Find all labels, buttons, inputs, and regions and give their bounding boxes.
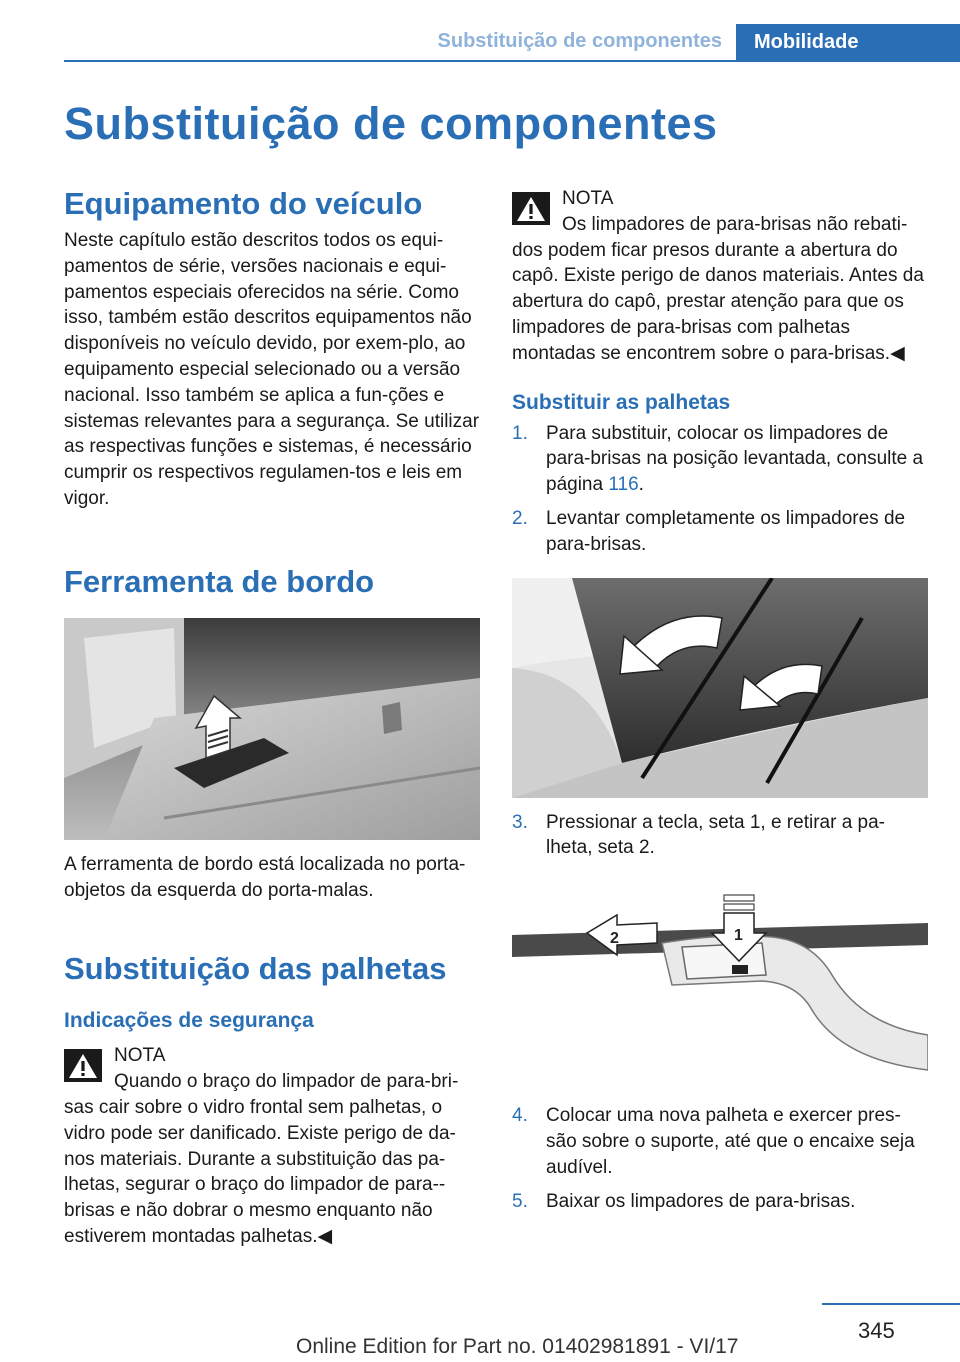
hood-notice — [512, 186, 930, 238]
step-text: Baixar os limpadores de para-brisas. — [546, 1190, 856, 1212]
safety-heading: Indicações de segurança — [64, 1009, 314, 1033]
steps-list-a — [512, 421, 930, 558]
trunk-compartment-illustration — [64, 618, 480, 840]
footer-rule — [822, 1303, 960, 1305]
wiper-raised-figure — [512, 578, 928, 798]
windshield-illustration — [512, 578, 928, 798]
steps-list-b — [512, 810, 930, 862]
onboard-tools-figure — [64, 618, 480, 840]
arrow-label-2: 2 — [610, 930, 619, 948]
header-section-title: Substituição de componentes — [437, 30, 722, 52]
notice-title: NOTA — [114, 1045, 166, 1067]
warning-icon — [512, 192, 550, 225]
step-number: 2. — [512, 507, 528, 529]
notice-body: sas cair sobre o vidro frontal sem palhetas, o vidro pode ser danificado. Existe perigo de da‐nos materiais. Durante a substituição das pa‐lhetas, segurar o braço do limpador de para-‐brisas e não dobrar o mesmo enquanto não estiverem montadas palhetas.◀ — [64, 1096, 456, 1247]
step-number: 4. — [512, 1105, 528, 1127]
step-number: 3. — [512, 811, 528, 833]
safety-notice — [64, 1043, 484, 1095]
header-chapter-tab[interactable]: Mobilidade — [736, 24, 960, 62]
page-title: Substituição de componentes — [64, 98, 718, 149]
warning-icon — [64, 1049, 102, 1082]
blade-release-figure — [512, 885, 928, 1085]
onboard-tools-caption: A ferramenta de bordo está localizada no porta-objetos da esquerda do porta-malas. — [64, 853, 466, 901]
steps-list-c — [512, 1103, 930, 1214]
step-item — [512, 810, 930, 862]
equipment-heading: Equipamento do veículo — [64, 186, 423, 221]
equipment-text: Neste capítulo estão descritos todos os equi‐pamentos de série, versões nacionais e equi‐pamentos especiais oferecidos na série. Como isso, também estão descritos equipamentos não disponíveis no veículo devido, por exem‐plo, ao equipamento especial selecionado ou a versão nacional. Isso também se aplica a fun‐ções e sistemas relevantes para a segurança. Se utilizar as respectivas funções e sistemas, é necessário cumprir os respectivos regulamen‐tos e leis em vigor. — [64, 230, 480, 509]
step-number: 1. — [512, 422, 528, 444]
wiper-blade-illustration — [512, 885, 928, 1085]
edition-footer: Online Edition for Part no. 01402981891 - VI/17 — [296, 1335, 739, 1358]
step-item: 1. Para substituir, colocar os limpadores de para-brisas na posição levantada, consulte a página 116. — [512, 422, 924, 496]
notice-title: NOTA — [562, 188, 614, 209]
right-column — [512, 186, 930, 1222]
notice-body: dos podem ficar presos durante a abertura do capô. Existe perigo de danos materiais. Antes da abertura do capô, prestar atenção para que os limpadores de para-brisas com palhetas montadas se encontrem sobre o para-brisas.◀ — [512, 239, 924, 364]
notice-first-line: Os limpadores de para-brisas não rebati‐ — [562, 213, 908, 235]
step-text: Pressionar a tecla, seta 1, e retirar a pa‐lheta, seta 2. — [546, 811, 885, 859]
notice-first-line: Quando o braço do limpador de para-bri‐ — [114, 1071, 459, 1093]
step-text: Colocar uma nova palheta e exercer pres‐são sobre o suporte, até que o encaixe seja audível. — [546, 1105, 915, 1178]
arrow-label-1: 1 — [734, 927, 743, 945]
onboard-tools-heading: Ferramenta de bordo — [64, 563, 375, 599]
step-text: Levantar completamente os limpadores de para-brisas. — [546, 507, 906, 555]
replace-blades-heading: Substituir as palhetas — [512, 390, 731, 414]
step-item — [512, 506, 930, 558]
page-header — [0, 0, 960, 62]
left-column — [64, 186, 484, 1250]
step-item — [512, 1189, 930, 1215]
wiper-replacement-heading: Substituição das palhetas — [64, 951, 447, 987]
step-item — [512, 1103, 930, 1180]
page-link[interactable]: 116 — [608, 474, 639, 496]
page-number: 345 — [858, 1318, 895, 1343]
step-text: Para substituir, colocar os limpadores de para-brisas na posição levantada, consulte a página — [546, 422, 924, 496]
step-number: 5. — [512, 1190, 528, 1212]
header-rule — [64, 60, 960, 62]
